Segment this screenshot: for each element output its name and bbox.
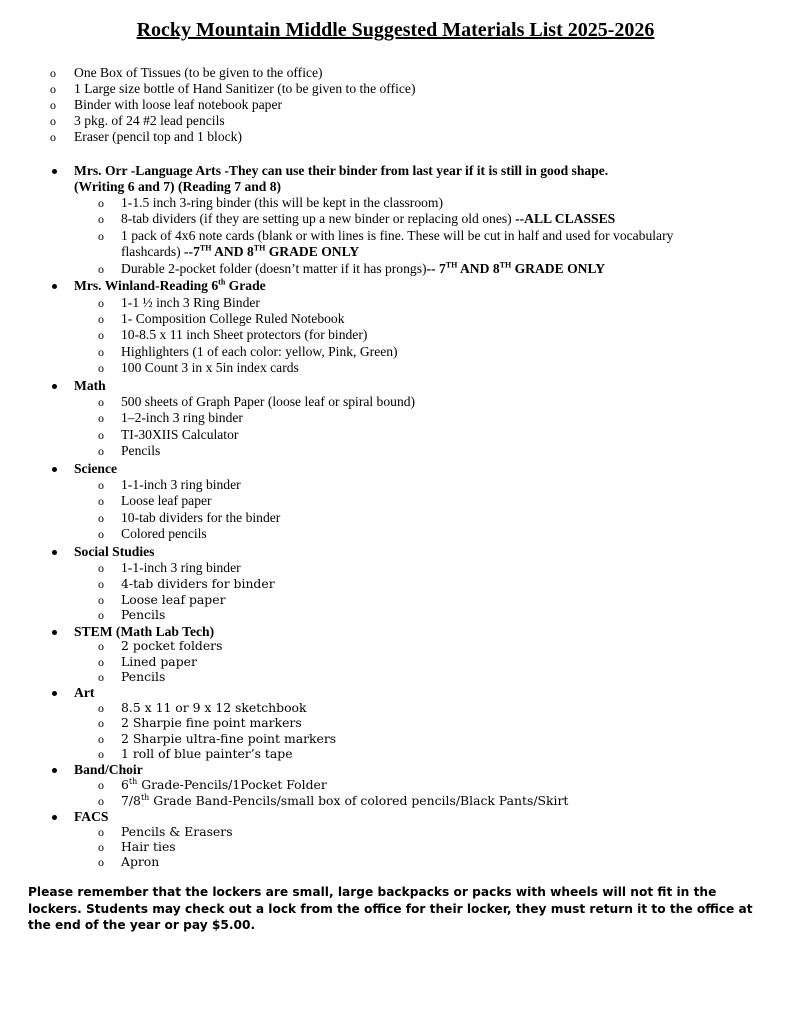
list-item: 1-1 ½ inch 3 Ring Binder <box>121 295 260 310</box>
list-item: 1- Composition College Ruled Notebook <box>121 311 345 326</box>
circle-bullet-icon: o <box>50 130 56 144</box>
bullet-icon <box>52 550 57 555</box>
circle-bullet-icon: o <box>98 511 104 525</box>
circle-bullet-icon: o <box>98 229 104 243</box>
list-item: Durable 2-pocket folder (doesn’t matter if it has prongs)-- 7TH AND 8TH GRADE ONLY <box>121 260 606 276</box>
circle-bullet-icon: o <box>98 444 104 458</box>
circle-bullet-icon: o <box>50 82 56 96</box>
list-item: 7/8th Grade Band-Pencils/small box of colored pencils/Black Pants/Skirt <box>121 792 569 808</box>
circle-bullet-icon: o <box>98 716 104 730</box>
circle-bullet-icon: o <box>98 527 104 541</box>
list-item: 1 roll of blue painter’s tape <box>121 746 293 761</box>
list-item: 2 Sharpie fine point markers <box>121 715 302 730</box>
list-item: Pencils <box>121 443 161 458</box>
section-heading: Art <box>74 685 95 700</box>
list-item: 8.5 x 11 or 9 x 12 sketchbook <box>121 700 307 715</box>
list-item: 10-tab dividers for the binder <box>121 510 281 525</box>
list-item: 10-8.5 x 11 inch Sheet protectors (for binder) <box>121 327 368 342</box>
circle-bullet-icon: o <box>98 778 104 792</box>
list-item: 4-tab dividers for binder <box>121 576 275 591</box>
section-heading: FACS <box>74 809 109 824</box>
circle-bullet-icon: o <box>98 296 104 310</box>
circle-bullet-icon: o <box>98 262 104 276</box>
bullet-icon <box>52 169 57 174</box>
section-heading-line2: (Writing 6 and 7) (Reading 7 and 8) <box>74 179 282 194</box>
list-item: 1–2-inch 3 ring binder <box>121 410 243 425</box>
circle-bullet-icon: o <box>98 732 104 746</box>
circle-bullet-icon: o <box>50 98 56 112</box>
list-item: Binder with loose leaf notebook paper <box>74 97 283 112</box>
list-item: Apron <box>121 854 160 869</box>
section-heading: STEM (Math Lab Tech) <box>74 624 215 639</box>
circle-bullet-icon: o <box>98 639 104 653</box>
circle-bullet-icon: o <box>98 411 104 425</box>
bullet-icon <box>52 768 57 773</box>
circle-bullet-icon: o <box>98 561 104 575</box>
list-item: TI-30XIIS Calculator <box>121 427 239 442</box>
list-item: 2 Sharpie ultra-fine point markers <box>121 731 337 746</box>
circle-bullet-icon: o <box>98 577 104 591</box>
bullet-icon <box>52 467 57 472</box>
circle-bullet-icon: o <box>98 747 104 761</box>
circle-bullet-icon: o <box>98 196 104 210</box>
list-item: One Box of Tissues (to be given to the office) <box>74 65 323 80</box>
circle-bullet-icon: o <box>98 212 104 226</box>
list-item: 100 Count 3 in x 5in index cards <box>121 360 299 375</box>
bullet-icon <box>52 284 57 289</box>
circle-bullet-icon: o <box>98 312 104 326</box>
section-heading: Social Studies <box>74 544 155 559</box>
circle-bullet-icon: o <box>98 670 104 684</box>
list-item: Highlighters (1 of each color: yellow, Pink, Green) <box>121 344 398 359</box>
list-item: Pencils <box>121 669 166 684</box>
circle-bullet-icon: o <box>98 794 104 808</box>
list-item: Eraser (pencil top and 1 block) <box>74 129 242 144</box>
circle-bullet-icon: o <box>98 825 104 839</box>
section-heading: Mrs. Winland-Reading 6th Grade <box>74 277 266 293</box>
circle-bullet-icon: o <box>98 840 104 854</box>
list-item: Pencils <box>121 607 166 622</box>
circle-bullet-icon: o <box>98 593 104 607</box>
list-item: 8-tab dividers (if they are setting up a new binder or replacing old ones) --ALL CLASSES <box>121 211 616 226</box>
list-item: Colored pencils <box>121 526 207 541</box>
circle-bullet-icon: o <box>98 361 104 375</box>
list-item: 500 sheets of Graph Paper (loose leaf or spiral bound) <box>121 394 416 409</box>
list-item: 2 pocket folders <box>121 638 223 653</box>
circle-bullet-icon: o <box>98 608 104 622</box>
list-item: 1-1.5 inch 3-ring binder (this will be kept in the classroom) <box>121 195 444 210</box>
circle-bullet-icon: o <box>98 494 104 508</box>
circle-bullet-icon: o <box>98 345 104 359</box>
list-item: Hair ties <box>121 839 176 854</box>
bullet-icon <box>52 630 57 635</box>
list-item-continued: flashcards) --7TH AND 8TH GRADE ONLY <box>121 243 360 259</box>
section-heading: Mrs. Orr -Language Arts -They can use their binder from last year if it is still in good shape. <box>74 163 609 178</box>
circle-bullet-icon: o <box>98 655 104 669</box>
circle-bullet-icon: o <box>50 114 56 128</box>
bullet-icon <box>52 384 57 389</box>
list-item: 1 pack of 4x6 note cards (blank or with lines is fine. These will be cut in half and used for vocabulary <box>121 228 674 243</box>
circle-bullet-icon: o <box>98 395 104 409</box>
list-item: Lined paper <box>121 654 197 669</box>
locker-note: Please remember that the lockers are small, large backpacks or packs with wheels will not fit in the lockers. Students may check out a lock from the office for their locker, they must return it to the office at the end of the year or pay $5.00. <box>28 885 753 932</box>
bullet-icon <box>52 691 57 696</box>
section-heading: Band/Choir <box>74 762 143 777</box>
circle-bullet-icon: o <box>98 428 104 442</box>
list-item: 1-1-inch 3 ring binder <box>121 560 241 575</box>
list-item: 1 Large size bottle of Hand Sanitizer (to be given to the office) <box>74 81 416 96</box>
list-item: 6th Grade-Pencils/1Pocket Folder <box>121 776 327 792</box>
list-item: 1-1-inch 3 ring binder <box>121 477 241 492</box>
list-item: Pencils & Erasers <box>121 824 233 839</box>
bullet-icon <box>52 815 57 820</box>
circle-bullet-icon: o <box>98 478 104 492</box>
circle-bullet-icon: o <box>50 66 56 80</box>
list-item: 3 pkg. of 24 #2 lead pencils <box>74 113 225 128</box>
list-item: Loose leaf paper <box>121 493 212 508</box>
section-heading: Science <box>74 461 118 476</box>
circle-bullet-icon: o <box>98 701 104 715</box>
page-title: Rocky Mountain Middle Suggested Materials List 2025-2026 <box>136 19 655 41</box>
list-item: Loose leaf paper <box>121 592 226 607</box>
section-heading: Math <box>74 378 106 393</box>
circle-bullet-icon: o <box>98 328 104 342</box>
circle-bullet-icon: o <box>98 855 104 869</box>
